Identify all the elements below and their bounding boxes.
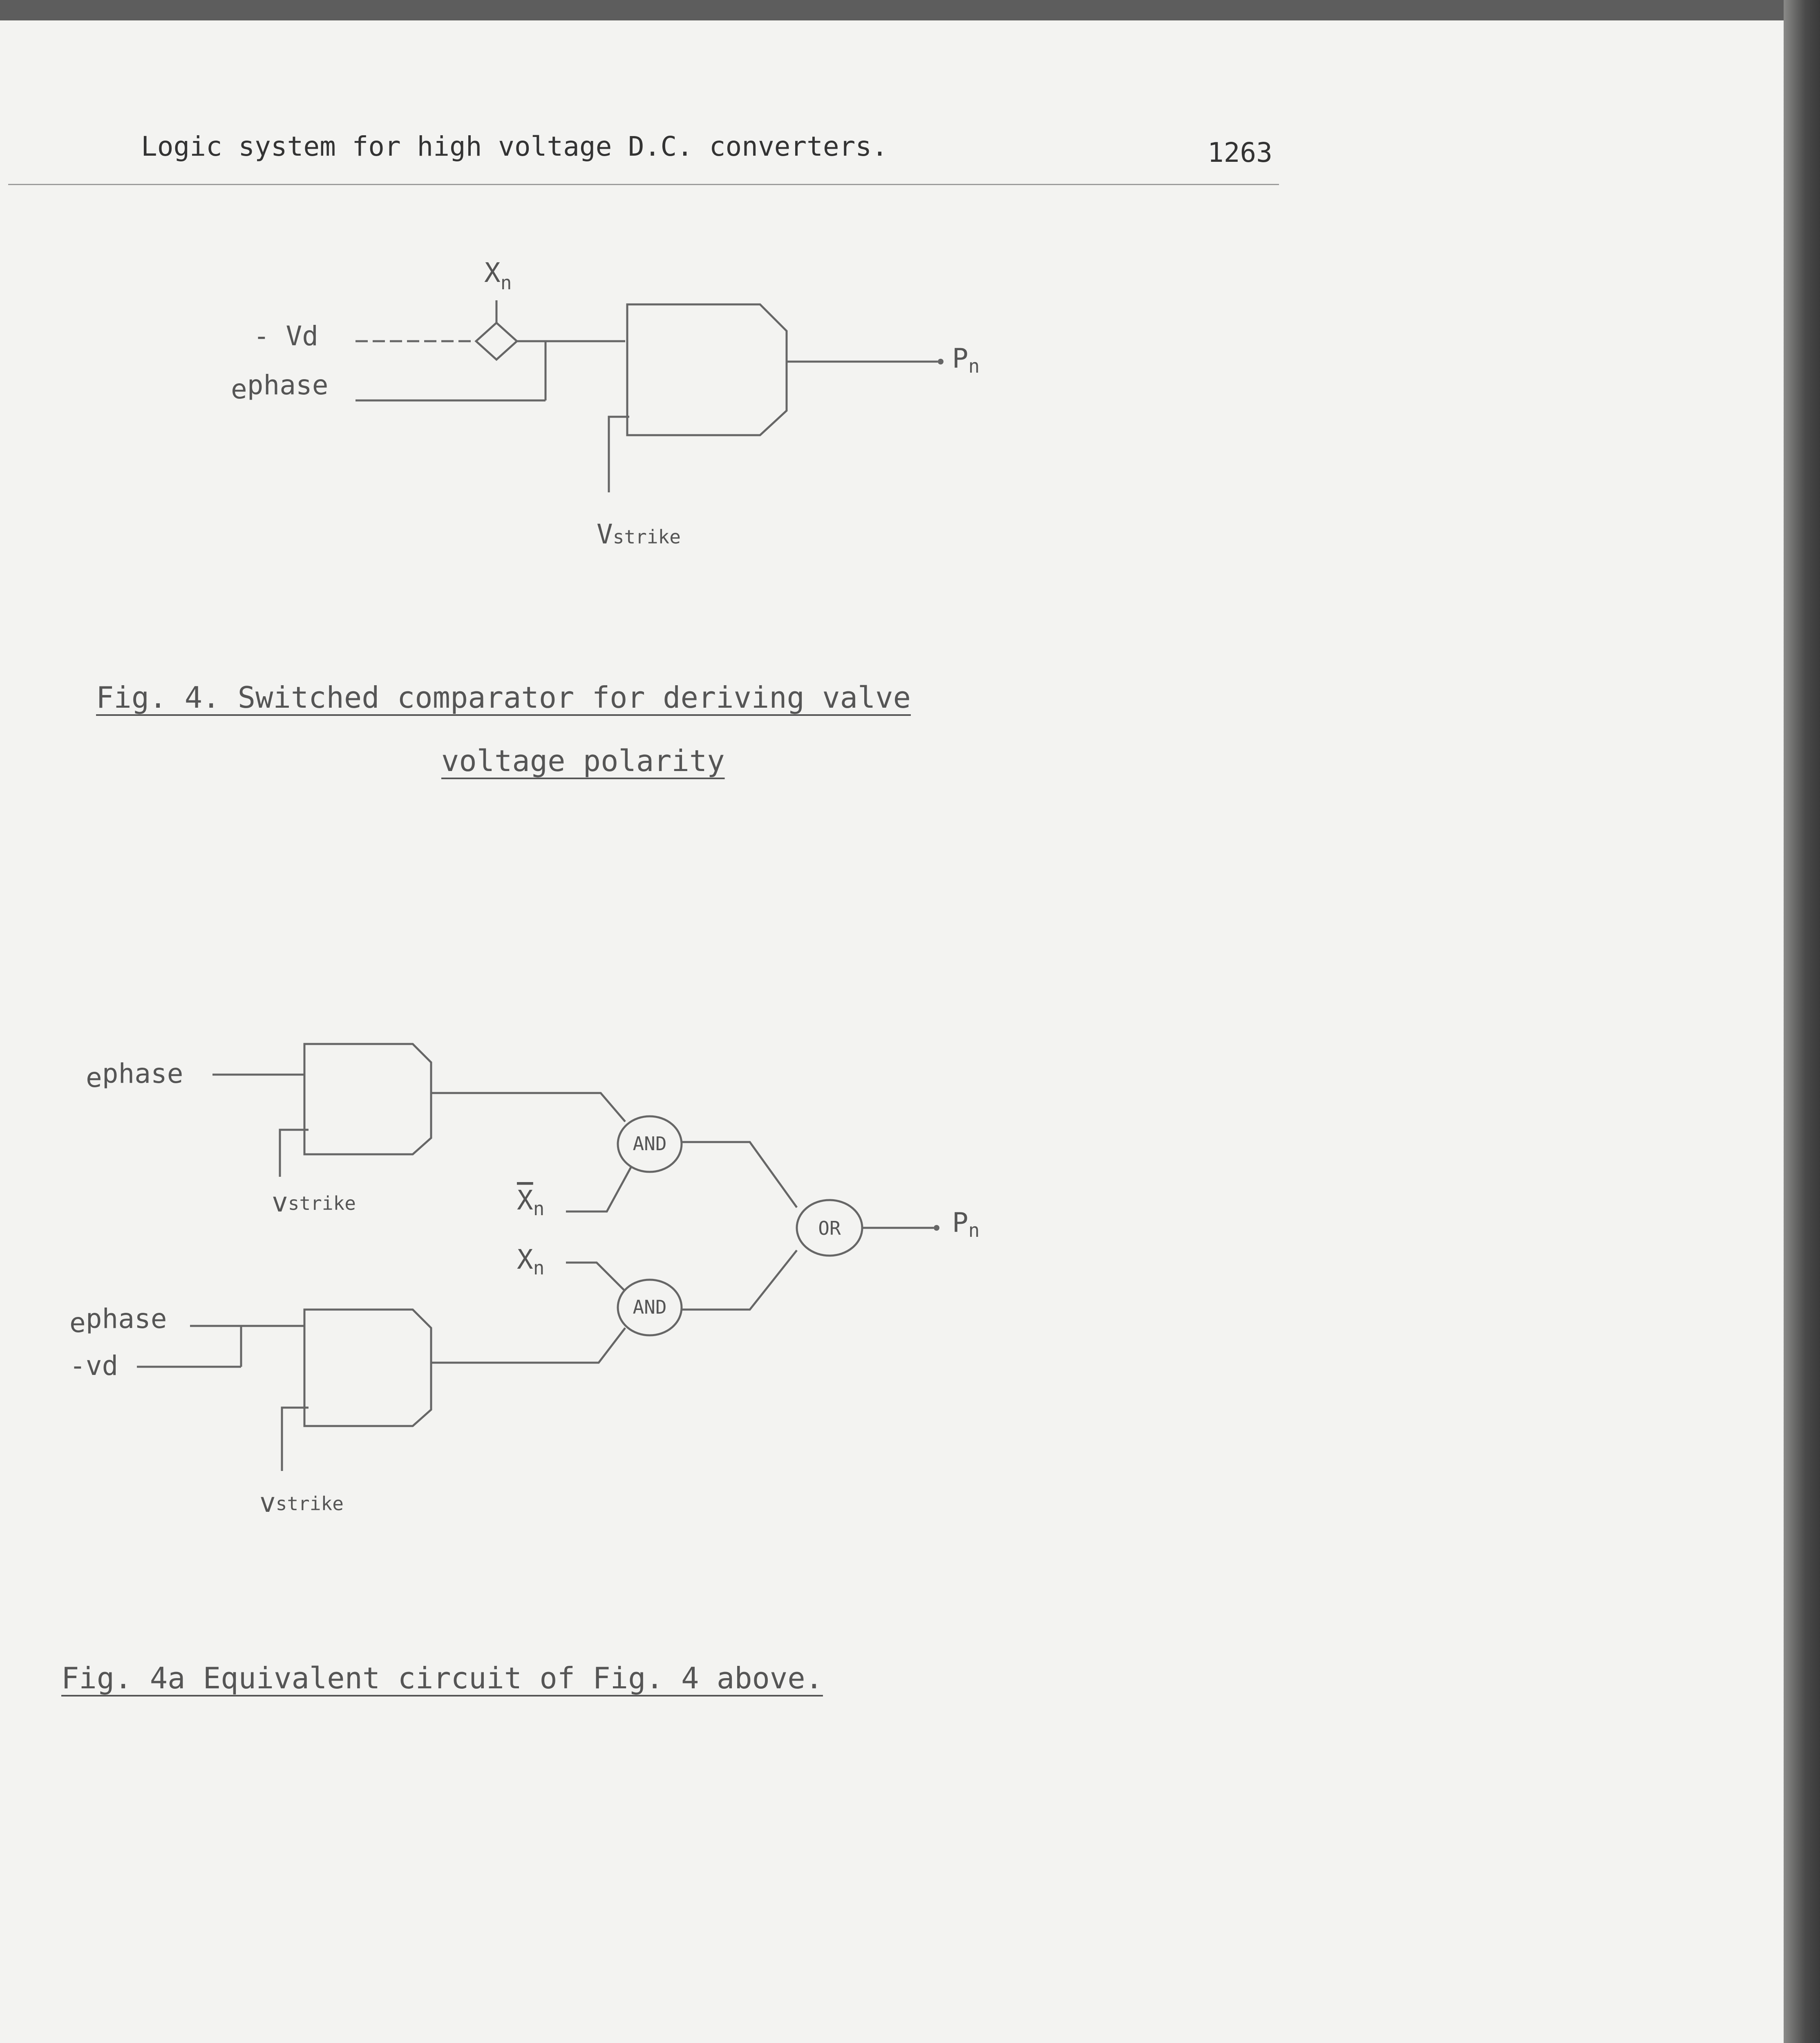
comparator-block [627, 304, 787, 435]
fig4a-output-terminal [934, 1225, 939, 1231]
figure-4-caption-line1: Fig. 4. Switched comparator for deriving valve [96, 680, 911, 715]
running-header-title: Logic system for high voltage D.C. converters. [141, 131, 888, 162]
bottom-minus-vd-label: -vd [69, 1350, 119, 1381]
top-v-strike-label: vstrike [272, 1187, 356, 1218]
top-e-phase-label: ephase [86, 1058, 183, 1093]
top-and-gate-label: AND [633, 1133, 667, 1155]
top-comparator-output-wire [431, 1093, 625, 1122]
figure-4-diagram [231, 257, 979, 550]
switch-diamond [476, 323, 517, 360]
bottom-v-strike-label: vstrike [259, 1487, 344, 1518]
x-bar-n-label: $X_n$ [517, 1185, 545, 1220]
page-number: 1263 [1207, 137, 1272, 168]
x-n-input-wire [566, 1263, 625, 1291]
bottom-comparator-block [304, 1310, 431, 1426]
or-gate-label: OR [818, 1217, 841, 1239]
x-n-input-label: $X_n$ [517, 1244, 545, 1279]
bottom-comparator-output-wire [431, 1328, 625, 1363]
bottom-e-phase-label: ephase [69, 1303, 167, 1339]
e-phase-label: ephase [231, 369, 329, 405]
fig4a-pn-output-label: Pn [952, 1207, 980, 1241]
figure-4a-diagram [69, 1044, 979, 1518]
x-n-label: $X_n$ [484, 257, 512, 294]
pn-output-label: Pn [952, 343, 980, 377]
top-and-to-or-wire [682, 1142, 797, 1207]
bottom-and-to-or-wire [682, 1250, 797, 1310]
v-strike-label: Vstrike [597, 519, 681, 550]
figure-4-caption-line2: voltage polarity [441, 744, 725, 778]
bottom-and-gate-label: AND [633, 1296, 667, 1318]
input-minus-vd-label: - Vd [253, 320, 318, 352]
figure-4a-caption: Fig. 4a Equivalent circuit of Fig. 4 above. [61, 1661, 823, 1695]
top-comparator-block [304, 1044, 431, 1154]
x-bar-input-wire [566, 1167, 631, 1211]
output-terminal [938, 359, 944, 364]
